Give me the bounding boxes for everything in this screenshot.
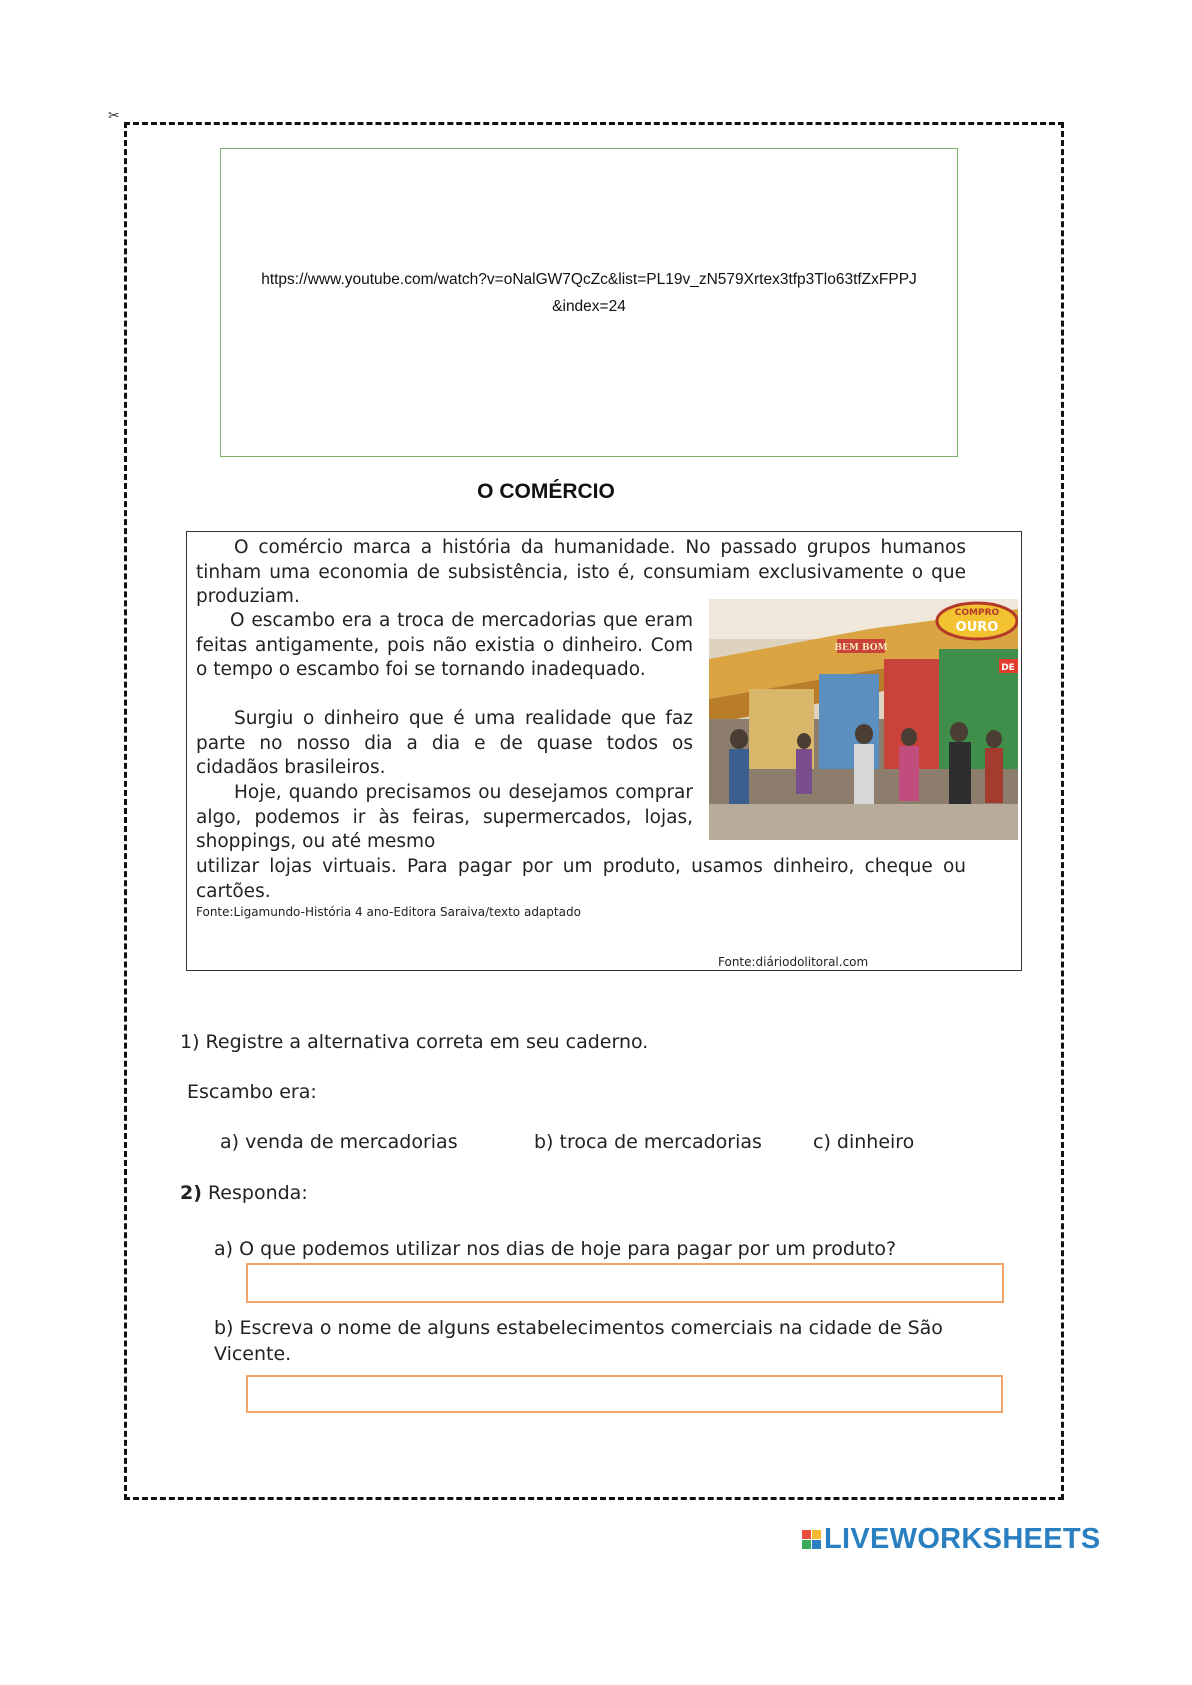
answer-2a-input[interactable] <box>246 1263 1004 1303</box>
option-c[interactable]: c) dinheiro <box>813 1131 915 1153</box>
question-2b-text: b) Escreva o nome de alguns estabelecimentos comerciais na cidade de São Vicente. <box>214 1317 943 1365</box>
question-2a-text: a) O que podemos utilizar nos dias de hoje para pagar por um produto? <box>214 1238 897 1260</box>
photo-sign-compro: COMPRO <box>954 608 1000 618</box>
question-2-prompt <box>180 1182 308 1204</box>
answer-2b-input[interactable] <box>246 1375 1003 1413</box>
option-a[interactable]: a) venda de mercadorias <box>220 1131 458 1153</box>
photo-sign-bem-bom: BEM BOM <box>834 643 888 653</box>
image-source: Fonte:diáriodolitoral.com <box>718 955 869 969</box>
question-1-prompt: 1) Registre a alternativa correta em seu caderno. <box>180 1031 649 1053</box>
liveworksheets-logo <box>802 1523 1101 1556</box>
question-2-number: 2) <box>180 1182 202 1204</box>
street-commerce-photo <box>709 599 1018 840</box>
article-paragraph-1: O comércio marca a história da humanidade. No passado grupos humanos tinham uma economia de subsistência, isto é, consumiam exclusivamente o que produziam. <box>196 537 966 607</box>
video-link-box[interactable] <box>220 148 958 457</box>
logo-text: LIVEWORKSHEETS <box>824 1523 1101 1555</box>
question-1-stem: Escambo era: <box>187 1081 317 1103</box>
article-paragraph-2: O escambo era a troca de mercadorias que eram feitas antigamente, pois não existia o dinheiro. Com o tempo o escambo foi se tornando inadequado. <box>196 610 693 680</box>
photo-sign-de: DE <box>1001 663 1015 673</box>
scissors-icon: ✂ <box>108 108 120 124</box>
text-source: Fonte:Ligamundo-História 4 ano-Editora Saraiva/texto adaptado <box>196 905 581 919</box>
option-b[interactable]: b) troca de mercadorias <box>534 1131 762 1153</box>
video-url[interactable]: https://www.youtube.com/watch?v=oNalGW7QcZc&list=PL19v_zN579Xrtex3tfp3Tlo63tfZxFPPJ&index=24 <box>261 270 917 315</box>
photo-sign-ouro: OURO <box>955 620 999 635</box>
logo-mark-icon <box>802 1530 821 1549</box>
article-paragraph-4: Hoje, quando precisamos ou desejamos comprar algo, podemos ir às feiras, supermercados, lojas, shoppings, ou até mesmo <box>196 782 693 852</box>
question-2-label: Responda: <box>207 1182 308 1204</box>
article-paragraph-5: utilizar lojas virtuais. Para pagar por um produto, usamos dinheiro, cheque ou cartões. <box>196 856 966 902</box>
article-paragraph-3: Surgiu o dinheiro que é uma realidade que faz parte no nosso dia a dia e de quase todos os cidadãos brasileiros. <box>196 708 693 778</box>
street-photo-illustration <box>709 599 1018 840</box>
article-title: O COMÉRCIO <box>477 480 615 503</box>
